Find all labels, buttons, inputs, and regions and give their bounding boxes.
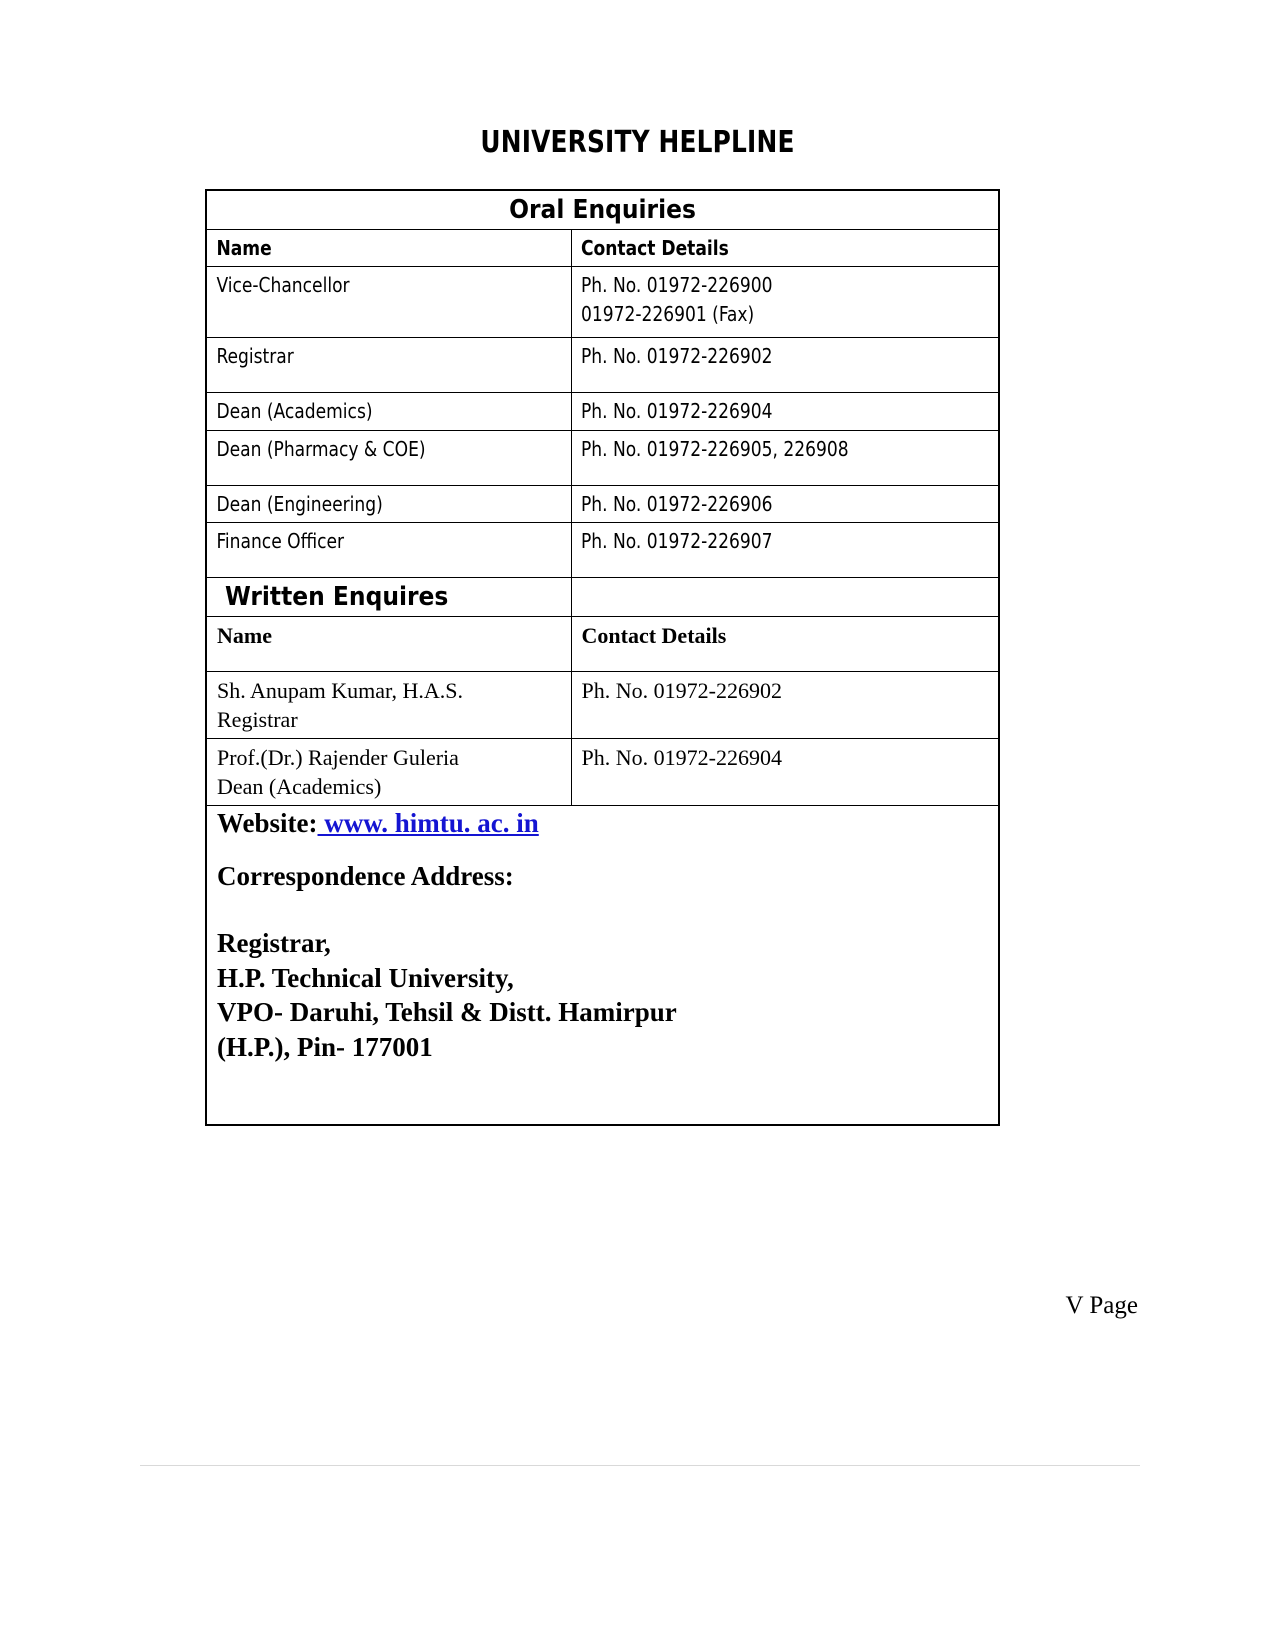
oral-enquiries-header-row xyxy=(206,230,999,267)
written-row-1-name-line1: Prof.(Dr.) Rajender Guleria xyxy=(217,745,459,771)
table-row xyxy=(206,739,999,806)
address-line-2: VPO- Daruhi, Tehsil & Distt. Hamirpur xyxy=(217,997,677,1028)
written-row-0-name xyxy=(206,672,571,739)
written-row-0-name-line2: Registrar xyxy=(217,707,298,733)
oral-row-5-name: Finance Officer xyxy=(206,523,553,578)
oral-row-0-contact xyxy=(571,267,978,338)
table-row xyxy=(206,672,999,739)
oral-enquiries-section-title: Oral Enquiries xyxy=(206,190,999,230)
table-row xyxy=(206,393,999,430)
table-row xyxy=(206,267,999,338)
written-row-0-name-line1: Sh. Anupam Kumar, H.A.S. xyxy=(217,678,464,704)
oral-row-4-name: Dean (Engineering) xyxy=(206,485,553,522)
contact-information-row xyxy=(206,806,999,1126)
contact-information-cell xyxy=(206,806,999,1126)
address-line-1: H.P. Technical University, xyxy=(217,962,514,993)
page-number-footer: V Page xyxy=(1065,1292,1138,1319)
oral-header-contact: Contact Details xyxy=(571,230,978,267)
oral-row-0-contact-line1: Ph. No. 01972-226900 xyxy=(580,273,773,298)
written-row-1-contact: Ph. No. 01972-226904 xyxy=(571,739,999,806)
written-enquires-section-row xyxy=(206,578,999,617)
oral-header-name: Name xyxy=(206,230,553,267)
written-enquires-header-row xyxy=(206,617,999,672)
oral-row-1-name: Registrar xyxy=(206,338,553,393)
written-row-1-name xyxy=(206,739,571,806)
written-row-0-contact: Ph. No. 01972-226902 xyxy=(571,672,999,739)
oral-row-4-contact: Ph. No. 01972-226906 xyxy=(571,485,978,522)
oral-enquiries-section-row xyxy=(206,190,999,230)
oral-row-3-contact: Ph. No. 01972-226905, 226908 xyxy=(571,430,978,485)
written-enquires-section-title: Written Enquires xyxy=(206,578,571,617)
table-row xyxy=(206,430,999,485)
oral-row-1-contact: Ph. No. 01972-226902 xyxy=(571,338,978,393)
address-line-0: Registrar, xyxy=(217,928,331,959)
oral-row-3-name: Dean (Pharmacy & COE) xyxy=(206,430,553,485)
website-label: Website: xyxy=(217,808,318,839)
address-line-3: (H.P.), Pin- 177001 xyxy=(217,1031,433,1062)
oral-row-5-contact: Ph. No. 01972-226907 xyxy=(571,523,978,578)
website-link[interactable]: www. himtu. ac. in xyxy=(317,808,539,839)
table-row xyxy=(206,485,999,522)
correspondence-address-label: Correspondence Address: xyxy=(217,861,514,892)
written-row-1-name-line2: Dean (Academics) xyxy=(217,774,382,800)
page-title: UNIVERSITY HELPLINE xyxy=(480,125,795,160)
university-helpline-table xyxy=(205,189,1000,1126)
oral-row-0-name: Vice-Chancellor xyxy=(206,267,553,338)
oral-row-0-contact-line2: 01972-226901 (Fax) xyxy=(580,301,755,326)
table-row xyxy=(206,523,999,578)
written-header-name: Name xyxy=(206,617,571,672)
written-enquires-section-spacer xyxy=(571,578,999,617)
oral-row-2-contact: Ph. No. 01972-226904 xyxy=(571,393,978,430)
table-row xyxy=(206,338,999,393)
website-line xyxy=(217,810,998,837)
correspondence-address-block xyxy=(217,926,998,1120)
oral-row-2-name: Dean (Academics) xyxy=(206,393,553,430)
written-header-contact: Contact Details xyxy=(571,617,999,672)
footer-divider xyxy=(140,1465,1140,1466)
